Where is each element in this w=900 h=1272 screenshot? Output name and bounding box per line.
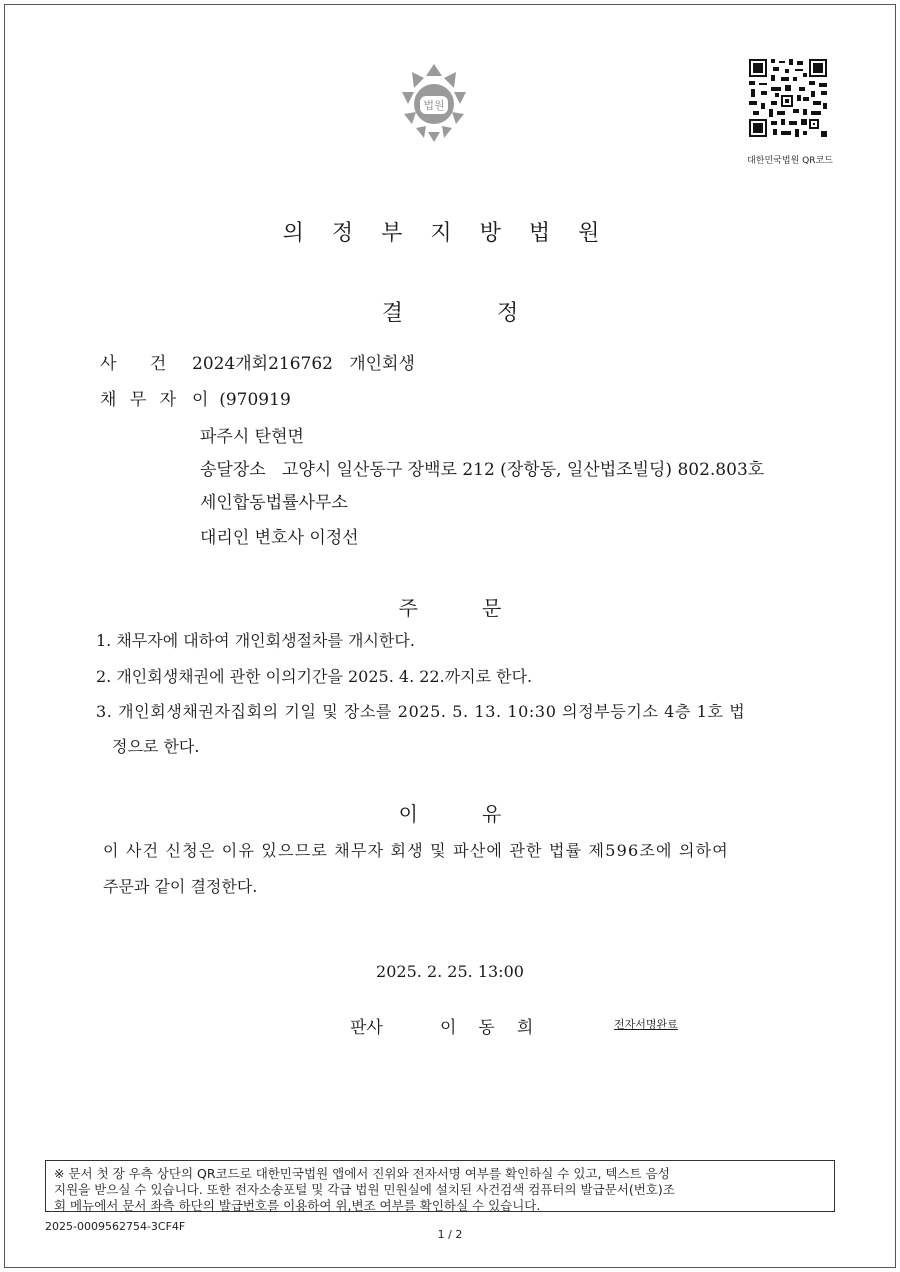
- court-name: 의정부지방법원: [282, 221, 628, 246]
- judge-label: 판사: [350, 1018, 383, 1038]
- debtor-name: 이 (970919: [192, 390, 291, 410]
- verification-notice: [45, 1160, 835, 1212]
- debtor-address: 파주시 탄현면: [200, 427, 304, 447]
- order-item: 3. 개인회생채권자집회의 기일 및 장소를 2025. 5. 13. 10:30 의정부등기소 4층 1호 법: [96, 702, 746, 721]
- reason-heading: 이유: [398, 802, 566, 826]
- qr-caption: 대한민국법원 QR코드: [747, 156, 833, 166]
- order-heading: 주문: [398, 596, 566, 620]
- notice-line: 회 메뉴에서 문서 좌측 하단의 발급번호를 이용하여 위,변조 여부를 확인하실 수 있습니다.: [54, 1198, 541, 1213]
- emblem-text: 법원: [423, 99, 445, 112]
- case-row: [100, 349, 415, 374]
- law-firm: 세인합동법률사무소: [200, 493, 348, 513]
- case-label: 사 건: [100, 354, 181, 374]
- debtor-row: [100, 385, 291, 410]
- judge-name: 이동희: [440, 1018, 556, 1038]
- court-emblem-icon: [398, 62, 470, 144]
- document-title: 결정: [381, 301, 613, 326]
- order-item: 1. 채무자에 대하여 개인회생절차를 개시한다.: [96, 631, 415, 650]
- notice-line: ※ 문서 첫 장 우측 상단의 QR코드로 대한민국법원 앱에서 진위와 전자서명 여부를 확인하실 수 있고, 텍스트 음성: [54, 1166, 670, 1181]
- service-address: 송달장소 고양시 일산동구 장백로 212 (장항동, 일산법조빌딩) 802.803호: [200, 460, 765, 480]
- debtor-label: 채 무 자: [100, 390, 181, 410]
- case-value: 2024개회216762 개인회생: [192, 354, 415, 374]
- qr-code-icon[interactable]: [747, 57, 829, 139]
- order-item: 2. 개인회생채권에 관한 이의기간을 2025. 4. 22.까지로 한다.: [96, 667, 533, 686]
- notice-line: 지원을 받으실 수 있습니다. 또한 전자소송포털 및 각급 법원 민원실에 설치된 사건검색 컴퓨터의 발급문서(번호)조: [54, 1182, 675, 1197]
- attorney: 대리인 변호사 이정선: [200, 528, 359, 548]
- reason-line: 주문과 같이 결정한다.: [103, 877, 258, 896]
- esign-status: 전자서명완료: [614, 1018, 678, 1031]
- order-item-continued: 정으로 한다.: [112, 737, 200, 756]
- decision-date: 2025. 2. 25. 13:00: [376, 962, 524, 981]
- page-number: 1 / 2: [437, 1228, 463, 1241]
- issue-number: 2025-0009562754-3CF4F: [45, 1220, 186, 1233]
- reason-line: 이 사건 신청은 이유 있으므로 채무자 회생 및 파산에 관한 법률 제596조에 의하여: [103, 841, 729, 860]
